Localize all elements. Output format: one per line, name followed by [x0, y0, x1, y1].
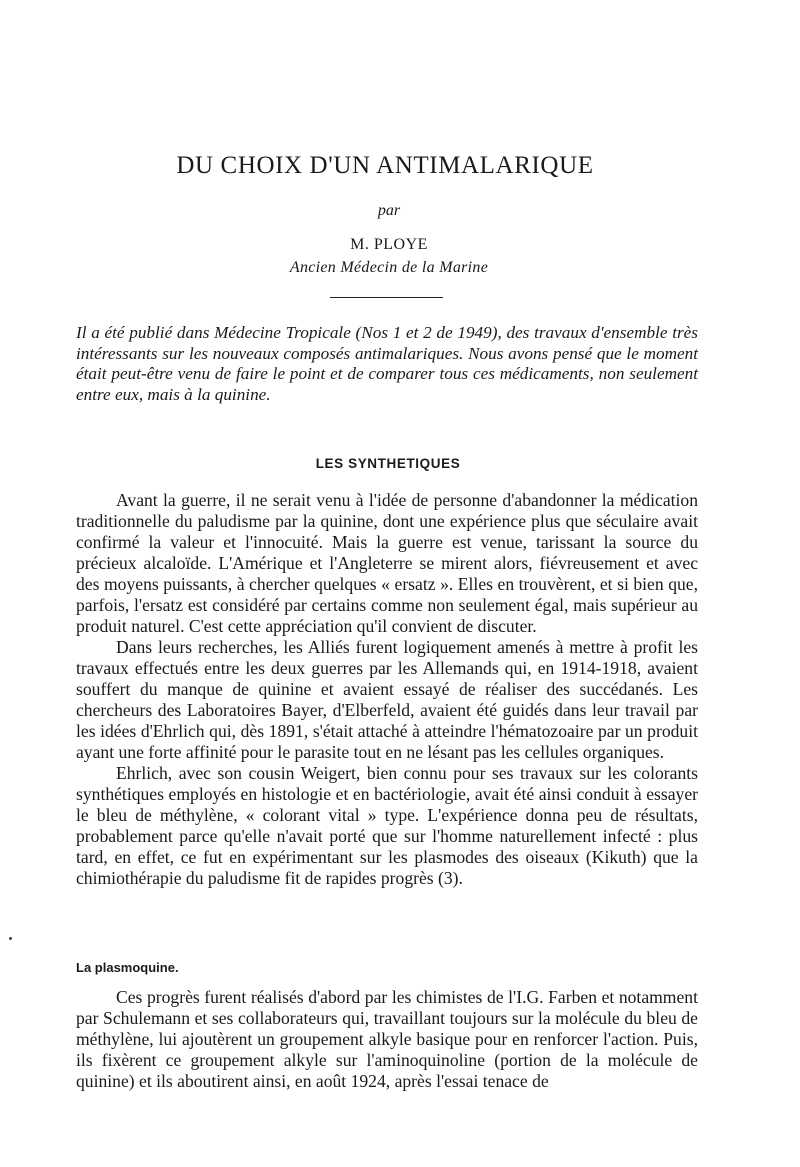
subsection-body	[76, 987, 698, 1092]
paragraph: Ces progrès furent réalisés d'abord par les chimistes de l'I.G. Farben et notamment par Schulemann et ses collaborateurs qui, travaillant toujours sur la molécule du bleu de méthylène, lui ajoutèrent un groupement alkyle basique pour en renforcer l'action. Puis, ils fixèrent ce groupement alkyle sur l'aminoquinoline (portion de la molécule de quinine) et ils aboutirent ainsi, en août 1924, après l'essai tenace de	[76, 987, 698, 1091]
section-body	[76, 490, 698, 889]
paragraph: Avant la guerre, il ne serait venu à l'idée de personne d'abandonner la médication traditionnelle du paludisme par la quinine, dont une expérience plus que séculaire avait confirmé la valeur et l'innocuité. Mais la guerre est venue, tarissant la source du précieux alcaloïde. L'Amérique et l'Angleterre se mirent alors, fiévreusement et avec des moyens puissants, à chercher quelques « ersatz ». Elles en trouvèrent, et si bien que, parfois, l'ersatz est considéré par certains comme non seulement égal, mais supérieur au produit naturel. C'est cette appréciation qu'il convient de discuter.	[76, 490, 698, 636]
section-heading: LES SYNTHETIQUES	[315, 456, 461, 471]
author-name: M. PLOYE	[350, 236, 428, 253]
paragraph: Ehrlich, avec son cousin Weigert, bien connu pour ses travaux sur les colorants synthétiques employés en histologie et en bactériologie, avait été ainsi conduit à essayer le bleu de méthylène, « colorant vital » type. L'expérience donna peu de résultats, probablement parce qu'elle n'avait porté que sur l'homme naturellement infecté : plus tard, en effet, ce fut en expérimentant sur les plasmodes des oiseaux (Kikuth) que la chimiothérapie du paludisme fit de rapides progrès (3).	[76, 763, 698, 888]
article-title: DU CHOIX D'UN ANTIMALARIQUE	[176, 152, 594, 179]
subsection-heading: La plasmoquine.	[76, 960, 179, 975]
abstract-paragraph: Il a été publié dans Médecine Tropicale (Nos 1 et 2 de 1949), des travaux d'ensemble très intéressants sur les nouveaux composés antimalariques. Nous avons pensé que le moment était peut-être venu de faire le point et de comparer tous ces médicaments, non seulement entre eux, mais à la quinine.	[76, 323, 698, 404]
author-affiliation: Ancien Médecin de la Marine	[289, 259, 489, 276]
paragraph: Dans leurs recherches, les Alliés furent logiquement amenés à mettre à profit les travaux effectués entre les deux guerres par les Allemands qui, en 1914-1918, avaient souffert du manque de quinine et avaient essayé de réaliser des succédanés. Les chercheurs des Laboratoires Bayer, d'Elberfeld, avaient été guidés dans leur travail par les idées d'Ehrlich qui, dès 1891, s'était attaché à atteindre l'hématozoaire par un produit ayant une forte affinité pour le parasite tout en ne lésant pas les cellules organiques.	[76, 637, 698, 762]
title-divider	[330, 297, 443, 298]
scan-speck	[9, 937, 12, 940]
byline-par: par	[377, 202, 401, 219]
